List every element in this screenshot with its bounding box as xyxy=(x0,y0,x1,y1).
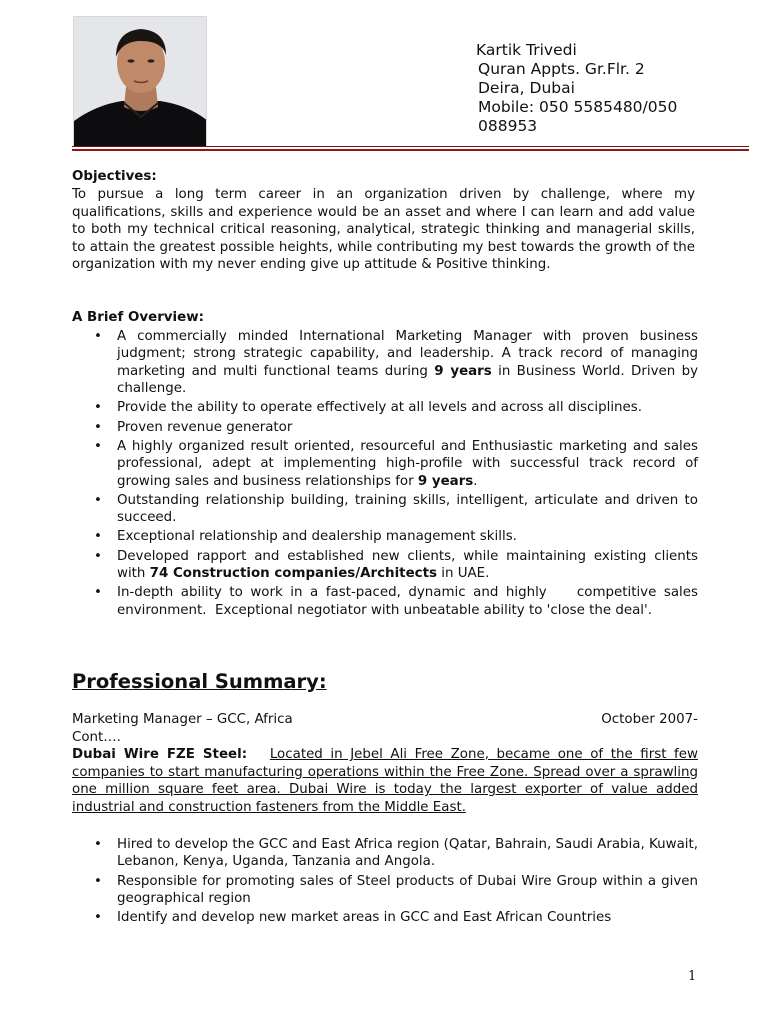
list-item-text: In-depth ability to work in a fast-paced, dynamic and highly competitive sales environment. Exceptional negotiator with unbeatable ability to 'close the deal'. xyxy=(117,585,703,618)
address-line-2: Deira, Dubai xyxy=(478,79,575,97)
bullet-icon: • xyxy=(94,548,102,564)
portrait-image xyxy=(74,17,207,147)
list-item xyxy=(72,419,698,436)
profile-photo xyxy=(73,16,207,147)
mobile-line-2: 088953 xyxy=(478,117,538,135)
bullet-icon: • xyxy=(94,329,102,344)
list-item-text: Developed rapport and established new clients, while maintaining existing clients with xyxy=(117,548,698,582)
list-item-text: . xyxy=(473,473,478,489)
list-item xyxy=(72,836,698,871)
professional-summary-heading: Professional Summary: xyxy=(72,670,327,693)
list-item-emphasis: 9 years xyxy=(417,473,474,489)
list-item-text: Responsible for promoting sales of Steel products of Dubai Wire Group within a given geographical region xyxy=(117,873,698,907)
list-item xyxy=(72,492,698,527)
list-item xyxy=(72,873,698,908)
role-date: October 2007- xyxy=(601,712,698,727)
role-continued: Cont…. xyxy=(72,729,121,745)
bullet-icon: • xyxy=(94,873,102,889)
list-item xyxy=(72,548,698,583)
bullet-icon: • xyxy=(94,438,102,454)
list-item-text: Proven revenue generator xyxy=(117,419,293,435)
list-item-text: Outstanding relationship building, training skills, intelligent, articulate and driven to succeed. xyxy=(117,492,698,526)
list-item-text: A commercially minded International Marketing Manager with proven business judgment; strong strategic capability, and leadership. A track record of managing marketing and multi functional teams during xyxy=(117,329,698,379)
bullet-icon: • xyxy=(94,529,102,545)
list-item xyxy=(72,528,698,545)
list-item-text: A highly organized result oriented, resourceful and Enthusiastic marketing and sales professional, adept at implementing high-profile with successful track record of growing sales and business relationships for xyxy=(117,438,698,489)
address-line-1: Quran Appts. Gr.Flr. 2 xyxy=(478,60,645,78)
contact-block xyxy=(476,41,677,136)
objectives-text: To pursue a long term career in an organization driven by challenge, where my qualifications, skills and experience would be an asset and where I can learn and add value to both my technical critical reasoning, analytical, strategic thinking and managerial skills, to attain the greatest possible heights, while contributing my best towards the growth of the organization with my never ending give up attitude & Positive thinking. xyxy=(72,187,695,273)
candidate-name: Kartik Trivedi xyxy=(476,41,577,59)
list-item-text: Provide the ability to operate effectively at all levels and across all disciplines. xyxy=(117,400,642,416)
bullet-icon: • xyxy=(94,837,102,852)
header-divider-thick xyxy=(72,149,749,151)
overview-heading: A Brief Overview: xyxy=(72,310,204,325)
list-item xyxy=(72,909,698,926)
mobile-line-1: Mobile: 050 5585480/050 xyxy=(478,98,678,116)
list-item xyxy=(72,438,698,490)
list-item-emphasis: 74 Construction companies/Architects xyxy=(149,566,437,582)
company-description xyxy=(72,746,698,816)
bullet-icon: • xyxy=(94,585,102,601)
list-item xyxy=(72,584,703,619)
role-title: Marketing Manager – GCC, Africa xyxy=(72,712,293,727)
role-header xyxy=(72,711,698,746)
objectives-heading: Objectives: xyxy=(72,169,157,184)
list-item xyxy=(72,328,698,398)
header-divider-thin xyxy=(72,146,749,147)
company-desc-text: Located in Jebel Ali Free Zone, became one of the first few companies to start manufacturing operations within the Free Zone. Spread over a sprawling one million square feet area. Dubai Wire is today the largest exporter of value added industrial and construction fasteners from the Middle East. xyxy=(72,747,698,815)
list-item-text: in Business World. Driven by challenge. xyxy=(117,363,698,397)
bullet-icon: • xyxy=(94,910,102,926)
company-name: Dubai Wire FZE Steel: xyxy=(72,747,248,762)
list-item-text: Hired to develop the GCC and East Africa region (Qatar, Bahrain, Saudi Arabia, Kuwait, Lebanon, Kenya, Uganda, Tanzania and Angola. xyxy=(117,837,698,870)
summary-list xyxy=(72,836,698,927)
list-item-text: in UAE. xyxy=(436,566,490,582)
bullet-icon: • xyxy=(94,492,102,508)
list-item-text: Identify and develop new market areas in GCC and East African Countries xyxy=(117,910,612,926)
overview-list xyxy=(72,328,703,619)
list-item-emphasis: 9 years xyxy=(434,363,492,379)
page-number: 1 xyxy=(688,969,697,984)
list-item xyxy=(72,399,698,416)
list-item-text: Exceptional relationship and dealership management skills. xyxy=(117,529,517,545)
bullet-icon: • xyxy=(94,400,102,416)
bullet-icon: • xyxy=(94,419,102,435)
